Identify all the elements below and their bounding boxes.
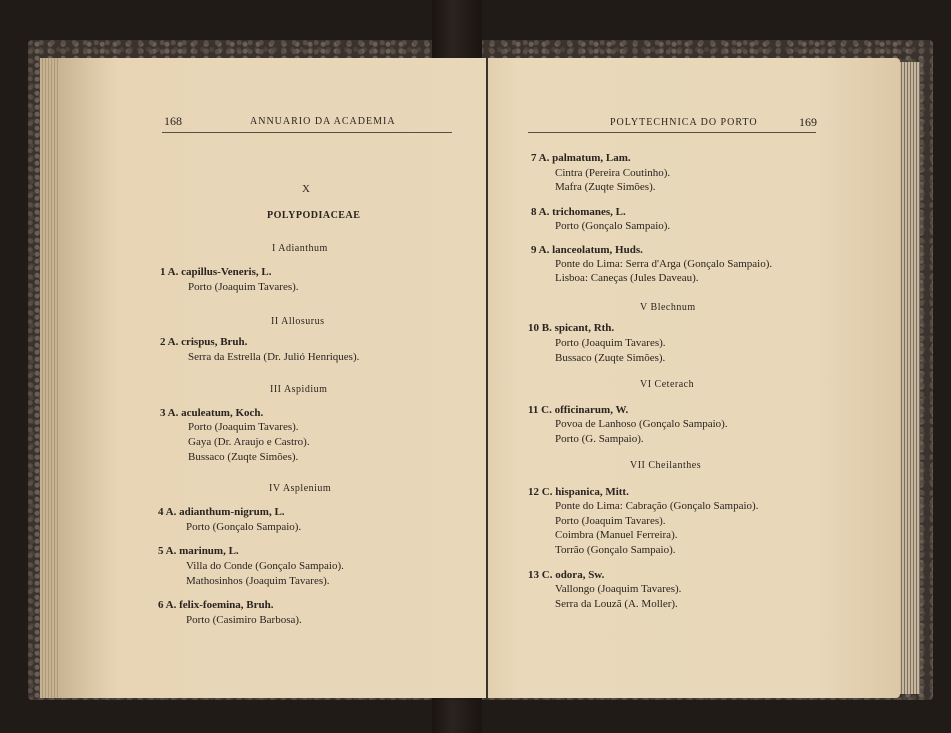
species-entry: 13 C. odora, Sw. [528, 569, 605, 581]
page-number-right: 169 [799, 115, 817, 129]
locality-line: Villa do Conde (Gonçalo Sampaio). [186, 560, 344, 572]
right-page [488, 58, 900, 698]
locality-line: Lisboa: Caneças (Jules Daveau). [555, 272, 699, 284]
species-entry: 12 C. hispanica, Mitt. [528, 486, 629, 498]
locality-line: Coimbra (Manuel Ferreira). [555, 529, 678, 541]
locality-line: Bussaco (Zuqte Simões). [555, 352, 666, 364]
right-page-edges [898, 62, 920, 694]
locality-line: Torrão (Gonçalo Sampaio). [555, 544, 676, 556]
species-entry: 2 A. crispus, Bruh. [160, 336, 248, 348]
locality-line: Porto (Casimiro Barbosa). [186, 614, 302, 626]
locality-line: Porto (Joaquim Tavares). [555, 515, 666, 527]
locality-line: Cintra (Pereira Coutinho). [555, 167, 671, 179]
head-rule-right [528, 132, 816, 133]
locality-line: Mathosinhos (Joaquim Tavares). [186, 575, 330, 587]
species-entry: 1 A. capillus-Veneris, L. [160, 266, 272, 278]
running-head-left: ANNUARIO DA ACADEMIA [250, 116, 396, 127]
locality-line: Porto (Gonçalo Sampaio). [186, 521, 302, 533]
genus-heading: III Aspidium [270, 384, 328, 395]
locality-line: Bussaco (Zuqte Simões). [188, 451, 299, 463]
species-entry: 8 A. trichomanes, L. [531, 206, 626, 218]
species-entry: 3 A. aculeatum, Koch. [160, 407, 264, 419]
species-entry: 7 A. palmatum, Lam. [531, 152, 631, 164]
species-entry: 11 C. officinarum, W. [528, 404, 629, 416]
locality-line: Mafra (Zuqte Simões). [555, 181, 656, 193]
family-heading: POLYPODIACEAE [267, 210, 361, 221]
locality-line: Povoa de Lanhoso (Gonçalo Sampaio). [555, 418, 728, 430]
genus-heading: VI Ceterach [640, 379, 695, 390]
genus-heading: IV Asplenium [269, 483, 332, 494]
locality-line: Porto (G. Sampaio). [555, 433, 644, 445]
locality-line: Porto (Joaquim Tavares). [188, 281, 299, 293]
locality-line: Porto (Gonçalo Sampaio). [555, 220, 671, 232]
running-head-right: POLYTECHNICA DO PORTO [610, 117, 758, 128]
locality-line: Ponte do Lima: Cabração (Gonçalo Sampaio). [555, 500, 759, 512]
species-entry: 4 A. adianthum-nigrum, L. [158, 506, 285, 518]
locality-line: Serra da Estrella (Dr. Julió Henriques). [188, 351, 360, 363]
species-entry: 5 A. marinum, L. [158, 545, 239, 557]
genus-heading: I Adianthum [272, 243, 328, 254]
locality-line: Vallongo (Joaquim Tavares). [555, 583, 682, 595]
locality-line: Ponte do Lima: Serra d'Arga (Gonçalo Sampaio). [555, 258, 773, 270]
locality-line: Porto (Joaquim Tavares). [555, 337, 666, 349]
locality-line: Serra da Louzã (A. Moller). [555, 598, 678, 610]
species-entry: 10 B. spicant, Rth. [528, 322, 615, 334]
genus-heading: II Allosurus [271, 316, 325, 327]
roman-heading: X [302, 183, 310, 195]
species-entry: 6 A. felix-foemina, Bruh. [158, 599, 274, 611]
head-rule-left [162, 132, 452, 133]
left-page [58, 58, 486, 698]
page-number-left: 168 [164, 114, 182, 128]
genus-heading: VII Cheilanthes [630, 460, 702, 471]
species-entry: 9 A. lanceolatum, Huds. [531, 244, 643, 256]
genus-heading: V Blechnum [640, 302, 696, 313]
locality-line: Porto (Joaquim Tavares). [188, 421, 299, 433]
locality-line: Gaya (Dr. Araujo e Castro). [188, 436, 310, 448]
